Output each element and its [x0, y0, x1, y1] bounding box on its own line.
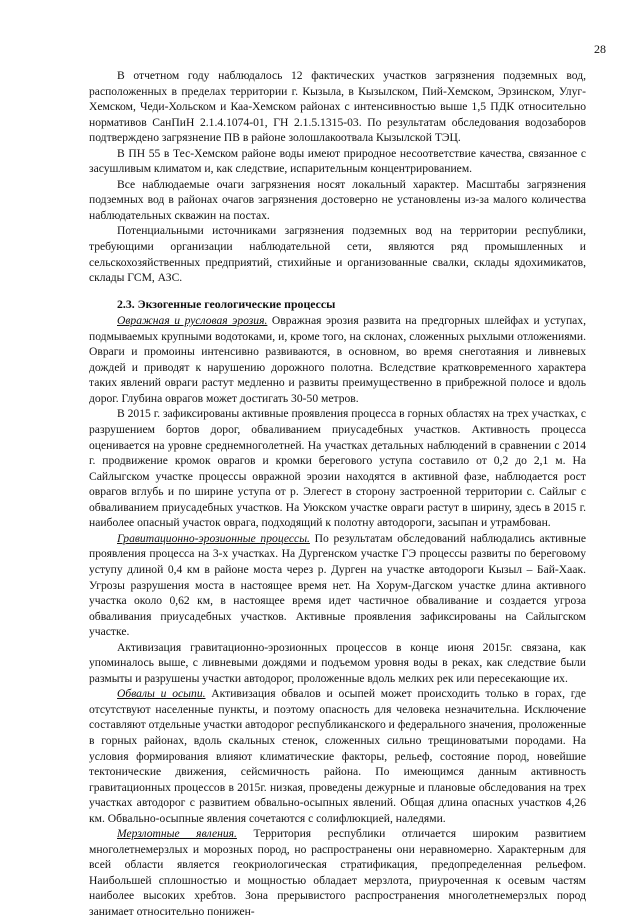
- term-permafrost: Мерзлотные явления.: [117, 827, 237, 841]
- section-heading: 2.3. Экзогенные геологические процессы: [117, 296, 336, 311]
- page-number: 28: [594, 42, 606, 56]
- paragraph-contamination-sites: В отчетном году наблюдалось 12 фактических участков загрязнения подземных вод, расположенных в пределах территории г. Кызыла, в Кызылском, Пий-Хемском, Эрзинском, Улуг-Хемском, Чеди-Хольском и Каа-Хемском районах с интенсивностью выше 1,5 ПДК относительно нормативов СанПиН 2.1.4.1074-01, ГН 2.1.5.1315-03. По результатам обследования водозаборов подтверждено загрязнение ПВ в районе золошлакоотвала Кызылской ТЭЦ.: [89, 69, 586, 145]
- paragraph-rockfalls-text: Активизация обвалов и осыпей может происходить только в горах, где отсутствуют населенные пункты, и поэтому опасность для человека незначительна. Исключение составляют отдельные участки автодорог республиканского и федерального значения, проложенные в горных районах, вдоль скальных стенок, сложенных сильно трещиноватыми породами. На условия формирования влияют климатические факторы, рельеф, состояние пород, новейшие тектонические движения, сейсмичность района. По имеющимся данным активность гравитационных процессов в 2015г. низкая, проведены дежурные и плановые обследования на трех участках автодорог с развитием обвально-осыпных явлений. Общая длина опасных участков 4,26 км. Обвально-осыпные явления сочетаются с солифлюкцией, наледями.: [89, 687, 586, 825]
- paragraph-2015-activity: В 2015 г. зафиксированы активные проявления процесса в горных областях на трех участках, с разрушением бортов дорог, обваливанием приусадебных участков. Активность процесса оценивается на уровне среднемноголетней. На участках детальных наблюдений в сравнении с 2014 г. продвижение кромок оврагов и кромки берегового уступа составило от 0,2 до 2,1 м. На Сайлыгском участке процессы овражной эрозии находятся в активной фазе, наблюдается рост оврагов вглубь и по ширине уступа от р. Элегест в сторону застроенной территории с. Сайлыг с обваливанием приусадебных участков. На Уюкском участке овраги растут в ширину, здесь в 2015 г. наиболее опасный участок оврага, подходящий к полотну автодороги, засыпан и утрамбован.: [89, 407, 586, 530]
- paragraph-gravity-erosion: [89, 531, 586, 640]
- paragraph-permafrost: [89, 826, 586, 919]
- paragraph-gully-erosion-text: Овражная эрозия развита на предгорных шлейфах и уступах, подмываемых крупными водотоками, и, кроме того, на склонах, сложенных рыхлыми отложениями. Овраги и промоины интенсивно развиваются, в основном, во время снеготаяния и ливневых дождей и приводят к нарушению дорожного полотна. Вследствие кратковременного характера таких явлений овраги растут медленно и развиты преимущественно в прибрежной полосе и вдоль дорог. Глубина оврагов может достигать 30-50 метров.: [89, 314, 586, 405]
- paragraph-local-character: Все наблюдаемые очаги загрязнения носят локальный характер. Масштабы загрязнения подземных вод в районах очагов загрязнения достоверно не установлены из-за малого количества наблюдательных скважин на постах.: [89, 177, 586, 222]
- paragraph-natural-quality: В ПН 55 в Тес-Хемском районе воды имеют природное несоответствие качества, связанное с засушливым климатом и, как следствие, испарительным концентрированием.: [89, 146, 586, 176]
- term-rockfalls: Обвалы и осыпи.: [117, 687, 206, 701]
- paragraph-gully-erosion: [89, 313, 586, 406]
- page-body: [89, 68, 586, 920]
- term-gravity-erosion: Гравитационно-эрозионные процессы.: [117, 531, 310, 545]
- term-gully-erosion: Овражная и русловая эрозия.: [117, 314, 268, 328]
- paragraph-activation-june: Активизация гравитационно-эрозионных процессов в конце июня 2015г. связана, как упоминалось выше, с ливневыми дождями и подъемом уровня воды в реках, как следствие были размыты и разрушены участки автодорог, проложенные вдоль мелких рек или пересекающие их.: [89, 640, 586, 685]
- paragraph-permafrost-text: Территория республики отличается широким развитием многолетнемерзлых и морозных пород, но распространены они неравномерно. Характерным для всей области является геокриологическая стратификация, предопределенная рельефом. Наибольшей сплошностью и мощностью обладает мерзлота, приуроченная к осевым частям наиболее высоких хребтов. Зона прерывистого распространения многолетнемерзлых пород занимает относительно понижен-: [89, 827, 587, 918]
- paragraph-gravity-erosion-text: По результатам обследований наблюдались активные проявления процесса на 3-х участках. На Дургенском участке ГЭ процессы развиты по береговому уступу длиной 0,4 км в районе моста через р. Дурген на участке автодороги Кызыл – Бай-Хаак. Угрозы разрушения моста в настоящее время нет. На Хорум-Дагском участке длина активного участка около 0,62 км, в настоящее время идет частичное обваливание и создается угроза обваливания приусадебных участков. Активные проявления зафиксированы на Сайлыгском участке.: [89, 531, 587, 639]
- paragraph-pollution-sources: Потенциальными источниками загрязнения подземных вод на территории республики, требующими организации наблюдательной сети, являются ряд промышленных и сельскохозяйственных предприятий, стихийные и организованные свалки, склады ядохимикатов, склады ГСМ, АЗС.: [89, 224, 586, 285]
- paragraph-rockfalls: [89, 686, 586, 826]
